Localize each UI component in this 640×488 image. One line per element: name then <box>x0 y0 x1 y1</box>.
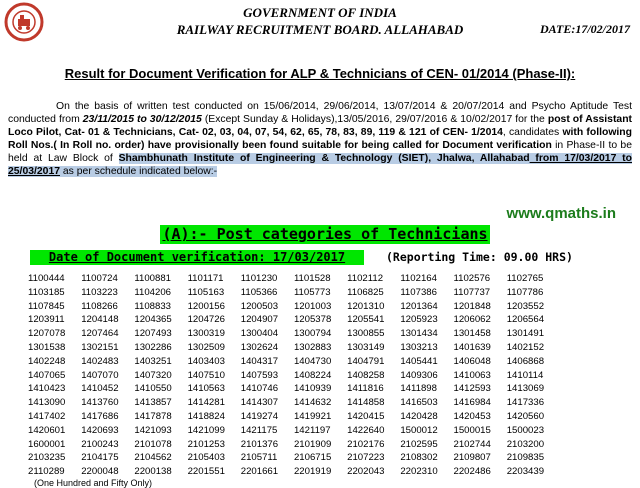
roll-number-cell: 1100881 <box>134 273 172 284</box>
roll-number-cell: 1301434 <box>400 328 438 340</box>
post-categories-heading: (A):- Post categories of Technicians <box>160 225 490 244</box>
roll-number-cell: 1422640 <box>347 424 385 436</box>
table-row <box>28 282 640 296</box>
para-part-5: , candidates <box>502 127 563 138</box>
roll-number-cell: 1107786 <box>506 286 544 298</box>
roll-number-cell: 1401639 <box>453 341 491 353</box>
roll-number-cell: 1421093 <box>134 424 172 436</box>
roll-number-cell: 1408224 <box>293 369 332 381</box>
table-row <box>28 420 640 434</box>
roll-number-cell: 2102744 <box>453 438 491 450</box>
roll-number-cell: 1303149 <box>347 341 385 353</box>
roll-number-cell: 1414632 <box>293 397 332 409</box>
roll-number-cell: 1201364 <box>400 300 438 312</box>
roll-number-cell: 1407320 <box>134 369 172 381</box>
roll-number-cell: 2105403 <box>187 452 225 464</box>
table-row <box>28 447 640 464</box>
roll-number-cell: 1105773 <box>293 286 331 298</box>
roll-number-cell: 2201551 <box>187 466 225 478</box>
roll-number-cell: 1420560 <box>506 410 545 422</box>
roll-number-cell: 1302624 <box>240 341 279 353</box>
table-row <box>28 392 640 409</box>
roll-number-cell: 2107223 <box>347 452 385 464</box>
roll-number-cell: 1406048 <box>453 355 491 367</box>
para-part-1: On the basis of written test conducted on 15/06/2014, 29/06/2014, 13/07/2014 & 20/07/2014 and Psycho Aptitude Test conducted from <box>8 101 632 125</box>
roll-number-cell: 1408258 <box>347 369 385 381</box>
roll-number-cell: 1203552 <box>506 300 545 312</box>
roll-number-cell: 1303213 <box>400 341 438 353</box>
roll-number-cell: 1410939 <box>293 383 332 395</box>
roll-number-cell: 1301458 <box>453 328 491 340</box>
roll-number-cell: 1101171 <box>187 273 224 284</box>
roll-number-cell: 2109835 <box>506 452 545 464</box>
roll-number-cell: 1407593 <box>240 369 279 381</box>
roll-number-cell: 1413069 <box>506 383 545 395</box>
roll-number-cell: 1101230 <box>240 273 278 284</box>
roll-number-cell: 1413090 <box>28 397 66 409</box>
count-note: (One Hundred and Fifty Only) <box>34 478 153 488</box>
roll-number-cell: 1500012 <box>400 424 438 436</box>
table-row <box>28 378 640 395</box>
roll-number-cell: 1414281 <box>187 397 225 409</box>
roll-number-cell: 1410452 <box>81 383 119 395</box>
roll-number-cell: 1103185 <box>28 286 65 298</box>
roll-number-cell: 1108833 <box>134 300 172 312</box>
roll-number-cell: 1300794 <box>293 328 332 340</box>
roll-number-cell: 1404791 <box>347 355 385 367</box>
table-row <box>28 268 640 282</box>
roll-number-cell: 1206062 <box>453 314 491 326</box>
roll-number-cell: 2102176 <box>347 438 385 450</box>
roll-number-cell: 1100444 <box>28 273 65 284</box>
roll-number-cell: 1102164 <box>400 273 437 284</box>
para-schedule-dates: from 17/03/2017 to 25/03/2017 <box>8 153 632 177</box>
roll-number-cell: 1300404 <box>240 328 279 340</box>
roll-number-cell: 1302286 <box>134 341 172 353</box>
roll-number-cell: 1416503 <box>400 397 438 409</box>
roll-number-cell: 1420453 <box>453 410 491 422</box>
roll-number-cell: 1207464 <box>81 328 119 340</box>
roll-number-cell: 1407510 <box>187 369 225 381</box>
roll-number-cell: 1402483 <box>81 355 119 367</box>
roll-number-cell: 1417878 <box>134 410 172 422</box>
roll-number-cell: 2110289 <box>28 466 65 478</box>
roll-number-cell: 1600001 <box>28 438 66 450</box>
roll-number-cell: 1204726 <box>187 314 225 326</box>
roll-number-cell: 2101909 <box>293 438 332 450</box>
roll-number-cell: 1203911 <box>28 314 65 326</box>
roll-number-cell: 1204365 <box>134 314 172 326</box>
roll-number-cell: 1201003 <box>293 300 332 312</box>
roll-number-cell: 1409306 <box>400 369 438 381</box>
roll-number-cell: 1407065 <box>28 369 66 381</box>
roll-number-cell: 1106825 <box>347 286 384 298</box>
roll-number-cell: 1101528 <box>293 273 331 284</box>
roll-number-cell: 1417336 <box>506 397 545 409</box>
table-row <box>28 296 640 310</box>
roll-number-cell: 1412593 <box>453 383 491 395</box>
roll-number-cell: 1419921 <box>293 410 332 422</box>
roll-number-cell: 2101253 <box>187 438 225 450</box>
roll-number-cell: 1301491 <box>506 328 545 340</box>
roll-number-cell: 1410550 <box>134 383 172 395</box>
roll-number-cell: 1420428 <box>400 410 438 422</box>
roll-number-cell: 1404317 <box>240 355 279 367</box>
roll-number-cell: 1104206 <box>134 286 172 298</box>
roll-number-cell: 2104562 <box>134 452 172 464</box>
roll-number-cell: 1102765 <box>506 273 544 284</box>
roll-number-cell: 1107845 <box>28 300 65 312</box>
reporting-time: (Reporting Time: 09.00 HRS) <box>386 250 573 264</box>
table-row <box>28 323 640 340</box>
roll-number-cell: 2101376 <box>240 438 279 450</box>
roll-number-cell: 1407070 <box>81 369 119 381</box>
header-line-2: RAILWAY RECRUITMENT BOARD. ALLAHABAD <box>176 22 464 37</box>
roll-number-cell: 1404730 <box>293 355 332 367</box>
para-posts: post of Assistant Loco Pilot, Cat- 01 & Technicians, Cat- 02, 03, 04, 07, 54, 62, 65, 78, 83, 89, 119 & 121 of CEN- 1/2014 <box>8 114 632 138</box>
result-title: Result for Document Verification for ALP & Technicians of CEN- 01/2014 (Phase-II): <box>64 66 576 81</box>
roll-number-cell: 1411898 <box>400 383 437 395</box>
table-row <box>28 406 640 420</box>
roll-number-cell: 1420693 <box>81 424 119 436</box>
roll-number-cell: 1300319 <box>187 328 225 340</box>
roll-number-cell: 1413857 <box>134 397 172 409</box>
para-venue: Shambhunath Institute of Engineering & Technology (SIET), Jhalwa, Allahabad <box>118 153 530 164</box>
roll-number-cell: 1301538 <box>28 341 66 353</box>
roll-number-cell: 1206564 <box>506 314 545 326</box>
table-row <box>28 351 640 365</box>
roll-number-cell: 1410423 <box>28 383 66 395</box>
roll-number-cell: 1500023 <box>506 424 545 436</box>
roll-number-cell: 1413760 <box>81 397 119 409</box>
roll-number-cell: 1403403 <box>187 355 225 367</box>
header-line-1: GOVERNMENT OF INDIA <box>243 5 397 20</box>
roll-number-cell: 1414858 <box>347 397 385 409</box>
roll-number-cell: 2109807 <box>453 452 491 464</box>
intro-paragraph <box>8 100 632 178</box>
roll-number-cell: 1410063 <box>453 369 491 381</box>
table-row <box>28 434 640 448</box>
roll-number-cell: 1302509 <box>187 341 225 353</box>
roll-number-cell: 1205923 <box>400 314 438 326</box>
para-part-10: as per schedule indicated below:- <box>60 166 218 177</box>
roll-number-cell: 2202310 <box>400 466 438 478</box>
roll-number-cell: 1102112 <box>347 273 384 284</box>
roll-number-cell: 2106715 <box>293 452 332 464</box>
roll-number-cell: 2201661 <box>240 466 279 478</box>
roll-number-cell: 1200156 <box>187 300 225 312</box>
roll-number-cell: 1102576 <box>453 273 491 284</box>
roll-number-cell: 2200048 <box>81 466 119 478</box>
roll-number-cell: 1302151 <box>81 341 119 353</box>
roll-number-cell: 2105711 <box>240 452 278 464</box>
roll-number-cell: 2104175 <box>81 452 119 464</box>
roll-number-cell: 1200503 <box>240 300 279 312</box>
roll-number-cell: 1105366 <box>240 286 278 298</box>
roll-number-cell: 1205378 <box>293 314 332 326</box>
roll-number-cell: 1201848 <box>453 300 491 312</box>
roll-number-cell: 2203439 <box>506 466 545 478</box>
roll-number-cell: 2108302 <box>400 452 438 464</box>
table-row <box>28 309 640 326</box>
roll-number-cell: 1410746 <box>240 383 279 395</box>
roll-number-cell: 1204148 <box>81 314 119 326</box>
table-row <box>28 461 640 478</box>
roll-number-cell: 1108266 <box>81 300 118 312</box>
roll-number-cell: 2200138 <box>134 466 172 478</box>
roll-number-cell: 1416984 <box>453 397 491 409</box>
para-part-7: in Phase-II to be held at Law Block of <box>8 140 632 164</box>
roll-number-cell: 1403251 <box>134 355 172 367</box>
roll-number-cell: 1417686 <box>81 410 119 422</box>
roll-number-cell: 1410114 <box>506 369 544 381</box>
roll-number-cell: 1418824 <box>187 410 225 422</box>
roll-number-cell: 1105163 <box>187 286 225 298</box>
roll-number-cell: 2101078 <box>134 438 172 450</box>
roll-number-table <box>28 268 640 478</box>
roll-number-cell: 1103223 <box>81 286 118 298</box>
roll-number-cell: 2202043 <box>347 466 385 478</box>
roll-number-cell: 1419274 <box>240 410 279 422</box>
roll-number-cell: 2103235 <box>28 452 66 464</box>
roll-number-cell: 2103200 <box>506 438 545 450</box>
roll-number-cell: 1420601 <box>28 424 66 436</box>
para-suitability: with following Roll Nos.( In Roll no. order) have provisionally been found suitable for being called for Document verification <box>8 127 632 151</box>
roll-number-cell: 1421197 <box>293 424 331 436</box>
roll-number-cell: 1204907 <box>240 314 279 326</box>
roll-number-cell: 1100724 <box>81 273 118 284</box>
table-row <box>28 337 640 351</box>
roll-number-cell: 1300855 <box>347 328 385 340</box>
roll-number-cell: 1406868 <box>506 355 545 367</box>
para-dates: 23/11/2015 to 30/12/2015 <box>82 114 202 125</box>
roll-number-cell: 1207078 <box>28 328 66 340</box>
roll-number-cell: 1402152 <box>506 341 545 353</box>
roll-number-cell: 1410563 <box>187 383 225 395</box>
roll-number-cell: 1411816 <box>347 383 384 395</box>
roll-number-cell: 2102595 <box>400 438 438 450</box>
roll-number-cell: 1421099 <box>187 424 225 436</box>
roll-number-cell: 1417402 <box>28 410 66 422</box>
roll-number-cell: 1107386 <box>400 286 437 298</box>
roll-number-cell: 1421175 <box>240 424 278 436</box>
watermark-link[interactable]: www.qmaths.in <box>506 205 616 222</box>
document-verification-date: Date of Document verification: 17/03/2017 <box>30 250 364 265</box>
para-part-3: (Except Sunday & Holidays),13/05/2016, 29/07/2016 & 10/02/2017 for the <box>201 114 548 125</box>
roll-number-cell: 1414307 <box>240 397 279 409</box>
roll-number-cell: 1207493 <box>134 328 172 340</box>
table-row <box>28 365 640 379</box>
roll-number-cell: 2201919 <box>293 466 332 478</box>
roll-number-cell: 1420415 <box>347 410 385 422</box>
roll-number-cell: 1201310 <box>347 300 385 312</box>
header-date: DATE:17/02/2017 <box>539 22 630 36</box>
roll-number-cell: 1402248 <box>28 355 66 367</box>
roll-number-cell: 1500015 <box>453 424 491 436</box>
roll-number-cell: 2100243 <box>81 438 119 450</box>
roll-number-cell: 1405441 <box>400 355 438 367</box>
roll-number-cell: 1107737 <box>453 286 491 298</box>
roll-number-cell: 1205541 <box>347 314 385 326</box>
roll-number-cell: 2202486 <box>453 466 491 478</box>
roll-number-cell: 1302883 <box>293 341 332 353</box>
